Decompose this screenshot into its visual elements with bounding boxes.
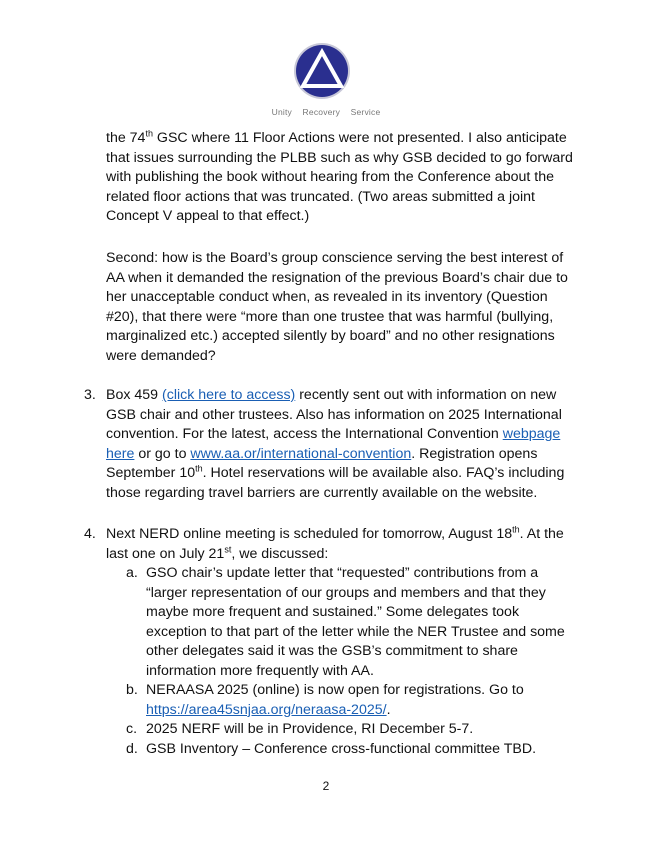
- sub-letter: a.: [126, 565, 138, 581]
- box459-link[interactable]: (click here to access): [162, 387, 296, 403]
- logo-tagline: [0, 107, 652, 117]
- sub-item-b: [106, 681, 582, 720]
- sub-item-c: [106, 720, 582, 740]
- text: recently sent out with information on new GSB chair and other trustees. Also has information on 2025 International convention. For the latest, access the International Convention: [106, 387, 562, 442]
- tagline-word: Service: [350, 107, 381, 117]
- superscript: th: [195, 463, 203, 474]
- list-item-4: [84, 524, 582, 759]
- sub-letter: c.: [126, 721, 138, 737]
- text: NERAASA 2025 (online) is now open for registrations. Go to: [146, 682, 524, 698]
- text: the 74: [106, 130, 146, 146]
- neraasa-link[interactable]: https://area45snjaa.org/neraasa-2025/: [146, 701, 387, 718]
- item4-intro: [84, 524, 582, 564]
- list-item-3: [84, 386, 582, 503]
- superscript: st: [224, 543, 232, 554]
- convention-url-link[interactable]: www.aa.or/international-convention: [190, 445, 412, 462]
- text: or go to: [134, 445, 191, 462]
- sub-letter: d.: [126, 740, 138, 757]
- text: GSC where 11 Floor Actions were not presented. I also anticipate that issues surrounding the PLBB such as why GSB decided to go forward with publishing the book without hearing from the Conference about the related floor actions that was truncated. (Two areas submitted a joint Concept V appeal to that effect.): [106, 130, 573, 224]
- list-number: 3.: [84, 387, 96, 403]
- sub-letter: b.: [126, 682, 138, 698]
- convention-webpage-link[interactable]: webpage here: [106, 426, 561, 462]
- sub-item-a: [106, 564, 582, 681]
- text: Box 459: [106, 387, 163, 403]
- text: GSB Inventory – Conference cross-functional committee TBD.: [146, 740, 537, 757]
- list-number: 4.: [84, 526, 96, 542]
- text: .: [386, 701, 391, 718]
- tagline-word: Unity: [271, 107, 292, 117]
- text: . At the last one on July 21: [106, 526, 564, 562]
- paragraph-continuation: [106, 129, 582, 227]
- sub-item-d: [106, 740, 582, 760]
- text: , we discussed:: [231, 545, 329, 562]
- text: Next NERD online meeting is scheduled for tomorrow, August 18: [106, 526, 513, 542]
- superscript: th: [145, 128, 153, 139]
- tagline-word: Recovery: [302, 107, 341, 117]
- aa-logo: [293, 42, 351, 100]
- paragraph-second-question: Second: how is the Board’s group conscience serving the best interest of AA when it demanded the resignation of the previous Board’s chair due to her unacceptable conduct when, as revealed in its inventory (Question #20), that there were “more than one trustee that was harmful (bullying, marginalized etc.) accepted silently by board” and no other resignations were demanded?: [106, 250, 568, 364]
- text: GSO chair’s update letter that “requested” contributions from a “larger representation of our groups and members and that they maybe more frequent and sustained.” Some delegates took exception to that part of the letter while the NER Trustee and some other delegates said it was the GSB’s commitment to share information more frequently with AA.: [146, 565, 565, 679]
- text: 2025 NERF will be in Providence, RI December 5-7.: [146, 721, 474, 737]
- text: . Hotel reservations will be available also. FAQ’s including those regarding travel barriers are currently available on the website.: [106, 465, 565, 501]
- page-number: 2: [322, 779, 330, 793]
- superscript: th: [512, 524, 520, 535]
- text: . Registration opens September 10: [106, 445, 538, 481]
